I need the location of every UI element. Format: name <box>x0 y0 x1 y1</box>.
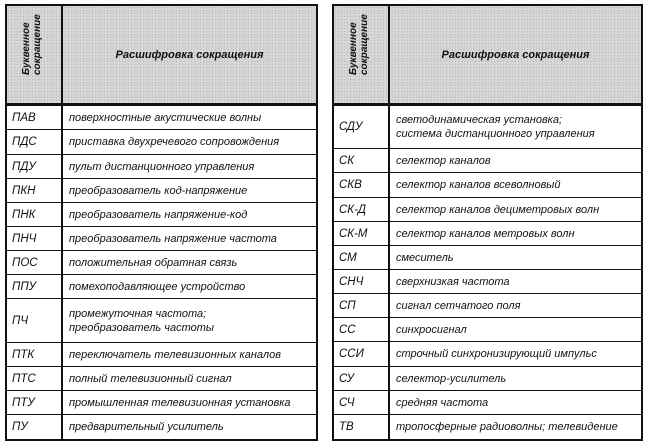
abbreviation-cell: СП <box>334 294 390 317</box>
table-row <box>7 275 316 299</box>
abbreviation-cell: СК <box>334 149 390 172</box>
description-line: тропосферные радиоволны; телевидение <box>396 421 618 433</box>
description-line: синхросигнал <box>396 323 467 336</box>
description-cell <box>390 246 641 269</box>
abbr-header-line2: сокращение <box>32 14 43 75</box>
description-line: система дистанционного управления <box>396 128 595 140</box>
description-cell <box>390 318 641 341</box>
table-row <box>334 391 641 415</box>
abbreviation-cell: ПУ <box>7 415 63 439</box>
table-row <box>7 415 316 439</box>
abbreviation-cell: ПТС <box>7 367 63 390</box>
table-row <box>7 227 316 251</box>
description-line: преобразователь напряжение-код <box>69 208 248 221</box>
description-cell <box>390 415 641 439</box>
table-row <box>7 130 316 155</box>
description-cell <box>390 342 641 366</box>
description-line: преобразователь напряжение частота <box>69 232 277 245</box>
abbreviation-cell: ПТК <box>7 343 63 366</box>
table-row <box>7 299 316 343</box>
description-cell <box>63 415 316 439</box>
abbreviation-cell: СУ <box>334 367 390 390</box>
table-row <box>334 173 641 198</box>
table-row <box>7 343 316 367</box>
description-line: селектор каналов всеволновый <box>396 179 561 191</box>
table-header <box>7 6 316 106</box>
abbreviation-cell: СЧ <box>334 391 390 414</box>
table-body <box>334 106 641 439</box>
abbreviation-cell: СК-Д <box>334 198 390 221</box>
abbreviation-cell: ПЧ <box>7 299 63 342</box>
description-cell <box>63 299 316 342</box>
abbreviation-cell: ПНЧ <box>7 227 63 250</box>
description-cell <box>63 367 316 390</box>
table-row <box>334 415 641 439</box>
description-cell <box>63 391 316 414</box>
description-line: селектор каналов дециметровых волн <box>396 203 600 216</box>
description-line: приставка двухречевого сопровождения <box>69 136 280 148</box>
abbreviation-cell: ССИ <box>334 342 390 366</box>
abbreviation-cell: СС <box>334 318 390 341</box>
desc-column-header: Расшифровка сокращения <box>115 48 264 61</box>
description-line: сверхнизкая частота <box>396 275 510 288</box>
description-line: поверхностные акустические волны <box>69 111 262 124</box>
abbreviation-cell: ТВ <box>334 415 390 439</box>
table-row <box>7 106 316 130</box>
description-cell <box>63 343 316 366</box>
description-cell <box>390 270 641 293</box>
description-line: смеситель <box>396 251 454 264</box>
abbreviation-cell: СКВ <box>334 173 390 197</box>
abbreviation-cell: СНЧ <box>334 270 390 293</box>
description-cell <box>63 155 316 178</box>
table-row <box>334 367 641 391</box>
description-line: строчный синхронизирующий импульс <box>396 348 597 360</box>
table-row <box>334 222 641 246</box>
description-line: преобразователь код-напряжение <box>69 184 248 197</box>
description-cell <box>63 130 316 154</box>
description-cell <box>390 149 641 172</box>
abbr-column-header <box>7 6 63 103</box>
description-cell <box>63 251 316 274</box>
abbreviation-cell: СДУ <box>334 106 390 148</box>
description-cell <box>63 179 316 202</box>
table-body <box>7 106 316 439</box>
abbreviation-cell: ПКН <box>7 179 63 202</box>
abbr-column-header <box>334 6 390 103</box>
table-row <box>334 198 641 222</box>
table-row <box>7 251 316 275</box>
description-line: полный телевизионный сигнал <box>69 372 232 385</box>
description-cell <box>390 222 641 245</box>
table-row <box>334 106 641 149</box>
description-line: селектор-усилитель <box>396 372 507 385</box>
abbreviation-cell: ПДУ <box>7 155 63 178</box>
table-row <box>7 155 316 179</box>
abbreviation-cell: ПАВ <box>7 106 63 129</box>
description-line: переключатель телевизионных каналов <box>69 348 281 361</box>
abbr-header-line1: Буквенное <box>348 22 359 75</box>
table-header <box>334 6 641 106</box>
table-row <box>334 342 641 367</box>
abbreviation-cell: ПНК <box>7 203 63 226</box>
abbreviations-table-left <box>5 4 318 441</box>
abbreviation-cell: СМ <box>334 246 390 269</box>
description-cell <box>390 294 641 317</box>
table-row <box>7 179 316 203</box>
description-cell <box>63 227 316 250</box>
description-line: селектор каналов метровых волн <box>396 227 575 240</box>
description-cell <box>390 106 641 148</box>
abbreviation-cell: ПТУ <box>7 391 63 414</box>
description-line: сигнал сетчатого поля <box>396 299 521 312</box>
table-row <box>7 391 316 415</box>
abbreviation-cell: ППУ <box>7 275 63 298</box>
table-row <box>7 203 316 227</box>
description-line: промышленная телевизионная установка <box>69 396 291 409</box>
description-cell <box>63 203 316 226</box>
description-line: предварительный усилитель <box>69 421 224 433</box>
description-line: помехоподавляющее устройство <box>69 280 246 293</box>
abbr-header-line1: Буквенное <box>21 22 32 75</box>
table-row <box>334 246 641 270</box>
abbreviation-cell: ПОС <box>7 251 63 274</box>
description-cell <box>390 367 641 390</box>
description-cell <box>390 173 641 197</box>
description-line: промежуточная частота; <box>69 307 207 320</box>
table-row <box>334 318 641 342</box>
description-cell <box>63 275 316 298</box>
table-row <box>7 367 316 391</box>
description-line: средняя частота <box>396 396 489 409</box>
table-row <box>334 149 641 173</box>
abbreviation-cell: СК-М <box>334 222 390 245</box>
description-line: пульт дистанционного управления <box>69 160 255 173</box>
desc-column-header: Расшифровка сокращения <box>441 48 590 61</box>
abbr-header-line2: сокращение <box>359 14 370 75</box>
abbreviation-cell: ПДС <box>7 130 63 154</box>
description-line: положительная обратная связь <box>69 256 238 269</box>
abbreviations-table-right <box>332 4 643 441</box>
table-row <box>334 270 641 294</box>
description-cell <box>63 106 316 129</box>
description-line: селектор каналов <box>396 154 491 167</box>
table-row <box>334 294 641 318</box>
description-cell <box>390 198 641 221</box>
description-line: светодинамическая установка; <box>396 114 563 126</box>
description-line: преобразователь частоты <box>69 321 214 334</box>
description-cell <box>390 391 641 414</box>
